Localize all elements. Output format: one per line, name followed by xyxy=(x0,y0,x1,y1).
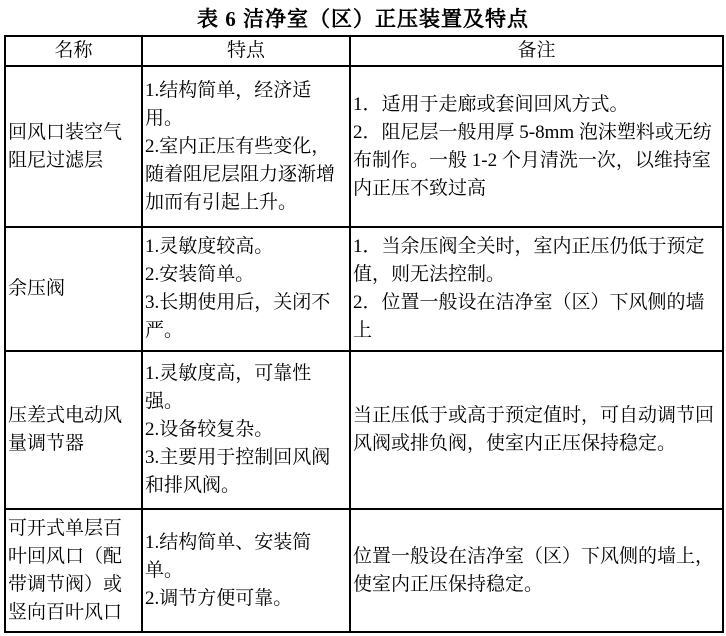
table-row-residual-pressure-valve xyxy=(5,227,723,351)
device-features xyxy=(142,509,350,632)
device-notes xyxy=(350,351,723,509)
text-line: 1．适用于走廊或套间回风方式。 xyxy=(353,93,629,115)
pressure-devices-table xyxy=(4,35,724,633)
device-notes xyxy=(350,227,723,351)
text-line: 2．阻尼层一般用厚 5-8mm 泡沫塑料或无纺布制作。一般 1-2 个月清洗一次，以维持室内正压不致过高 xyxy=(353,121,712,199)
text-line: 当正压低于或高于预定值时，可自动调节回风阀或排负阀，使室内正压保持稳定。 xyxy=(353,405,715,454)
table-row-differential-pressure-regulator xyxy=(5,351,723,509)
text-line: 1.结构简单、安装简单。 xyxy=(145,531,312,581)
header-row xyxy=(5,36,723,66)
text-line: 1.灵敏度高，可靠性强。 xyxy=(145,363,312,412)
text-line: 2．位置一般设在洁净室（区）下风侧的墙上 xyxy=(353,292,705,341)
device-features xyxy=(142,66,350,227)
column-header-features: 特点 xyxy=(142,36,350,66)
text-line: 1．当余压阀全关时，室内正压仍低于预定值，则无法控制。 xyxy=(353,236,705,285)
device-notes xyxy=(350,509,723,632)
text-line: 3.主要用于控制回风阀和排风阀。 xyxy=(145,447,331,496)
device-name: 压差式电动风量调节器 xyxy=(5,351,142,509)
text-line: 2.室内正压有些变化，随着阻尼层阻力逐渐增加而有引起上升。 xyxy=(145,135,336,213)
text-line: 1.结构简单，经济适用。 xyxy=(145,79,312,129)
device-name: 回风口装空气阻尼过滤层 xyxy=(5,66,142,227)
device-features xyxy=(142,227,350,351)
column-header-notes: 备注 xyxy=(350,36,723,66)
device-name: 可开式单层百叶回风口（配带调节阀）或竖向百叶风口 xyxy=(5,509,142,632)
table-title: 表 6 洁净室（区）正压装置及特点 xyxy=(197,7,529,31)
text-line: 2.调节方便可靠。 xyxy=(145,587,293,609)
device-name: 余压阀 xyxy=(5,227,142,351)
text-line: 3.长期使用后，关闭不严。 xyxy=(145,292,331,341)
device-notes xyxy=(350,66,723,227)
text-line: 1.灵敏度较高。 xyxy=(145,236,274,257)
text-line: 2.安装简单。 xyxy=(145,264,255,285)
device-features xyxy=(142,351,350,509)
column-header-name: 名称 xyxy=(5,36,142,66)
text-line: 2.设备较复杂。 xyxy=(145,419,274,440)
table-row-louver-return-outlet xyxy=(5,509,723,632)
table-row-damping-filter xyxy=(5,66,723,227)
text-line: 位置一般设在洁净室（区）下风侧的墙上，使室内正压保持稳定。 xyxy=(353,545,715,595)
